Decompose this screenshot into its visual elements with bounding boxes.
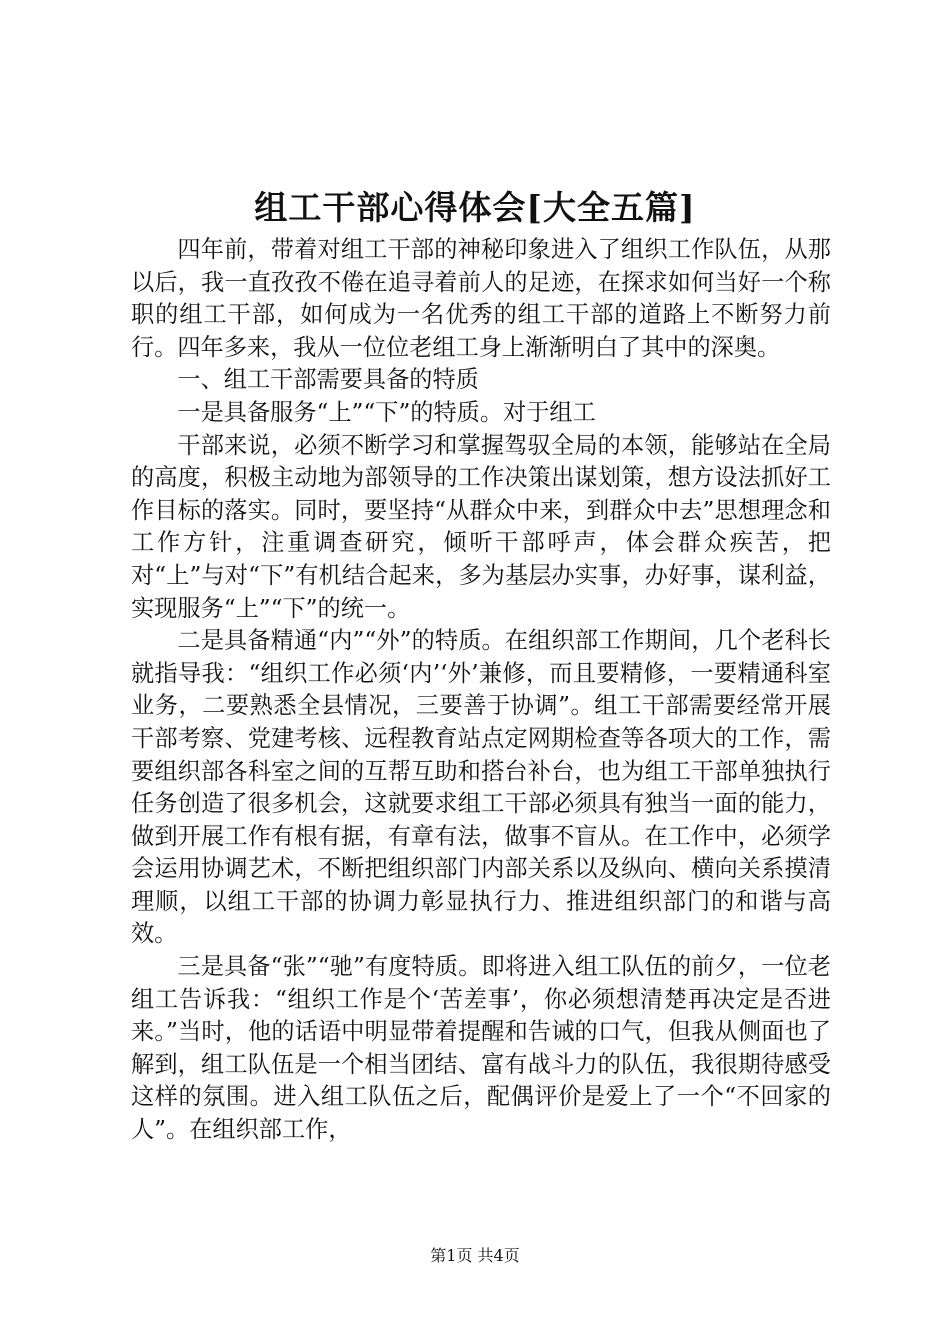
paragraph-point-three: 三是具备“张”“驰”有度特质。即将进入组工队伍的前夕，一位老组工告诉我：“组织工作是个‘苦差事’，你必须想清楚再决定是否进来。”当时，他的话语中明显带着提醒和告诫的口气，但我从侧面也了解到，组工队伍是一个相当团结、富有战斗力的队伍，我很期待感受这样的氛围。进入组工队伍之后，配偶评价是爱上了一个“不回家的人”。在组织部工作， <box>131 953 831 1144</box>
document-body <box>131 234 831 1147</box>
paragraph-intro: 四年前，带着对组工干部的神秘印象进入了组织工作队伍，从那以后，我一直孜孜不倦在追寻着前人的足迹，在探求如何当好一个称职的组工干部，如何成为一名优秀的组工干部的道路上不断努力前行。四年多来，我从一位位老组工身上渐渐明白了其中的深奥。 <box>131 236 831 361</box>
page-indicator: 第1页 共4页 <box>430 1246 520 1265</box>
document-title: 组工干部心得体会[大全五篇] <box>254 188 696 227</box>
paragraph-point-two: 二是具备精通“内”“外”的特质。在组织部工作期间，几个老科长就指导我：“组织工作必须‘内’‘外’兼修，而且要精修，一要精通科室业务，二要熟悉全县情况，三要善于协调”。组工干部需要经常开展干部考察、党建考核、远程教育站点定网期检查等各项大的工作，需要组织部各科室之间的互帮互助和搭台补台，也为组工干部单独执行任务创造了很多机会，这就要求组工干部必须具有独当一面的能力，做到开展工作有根有据，有章有法，做事不盲从。在工作中，必须学会运用协调艺术，不断把组织部门内部关系以及纵向、横向关系摸清理顺，以组工干部的协调力彰显执行力、推进组织部门的和谐与高效。 <box>131 627 831 948</box>
paragraph-point-one: 干部来说，必须不断学习和掌握驾驭全局的本领，能够站在全局的高度，积极主动地为部领导的工作决策出谋划策，想方设法抓好工作目标的落实。同时，要坚持“从群众中来，到群众中去”思想理念和工作方针，注重调查研究，倾听干部呼声，体会群众疾苦，把对“上”与对“下”有机结合起来，多为基层办实事，办好事，谋利益，实现服务“上”“下”的统一。 <box>131 431 831 622</box>
paragraph-point-one-lead: 一是具备服务“上”“下”的特质。对于组工 <box>177 398 596 426</box>
section-heading: 一、组工干部需要具备的特质 <box>177 366 479 394</box>
